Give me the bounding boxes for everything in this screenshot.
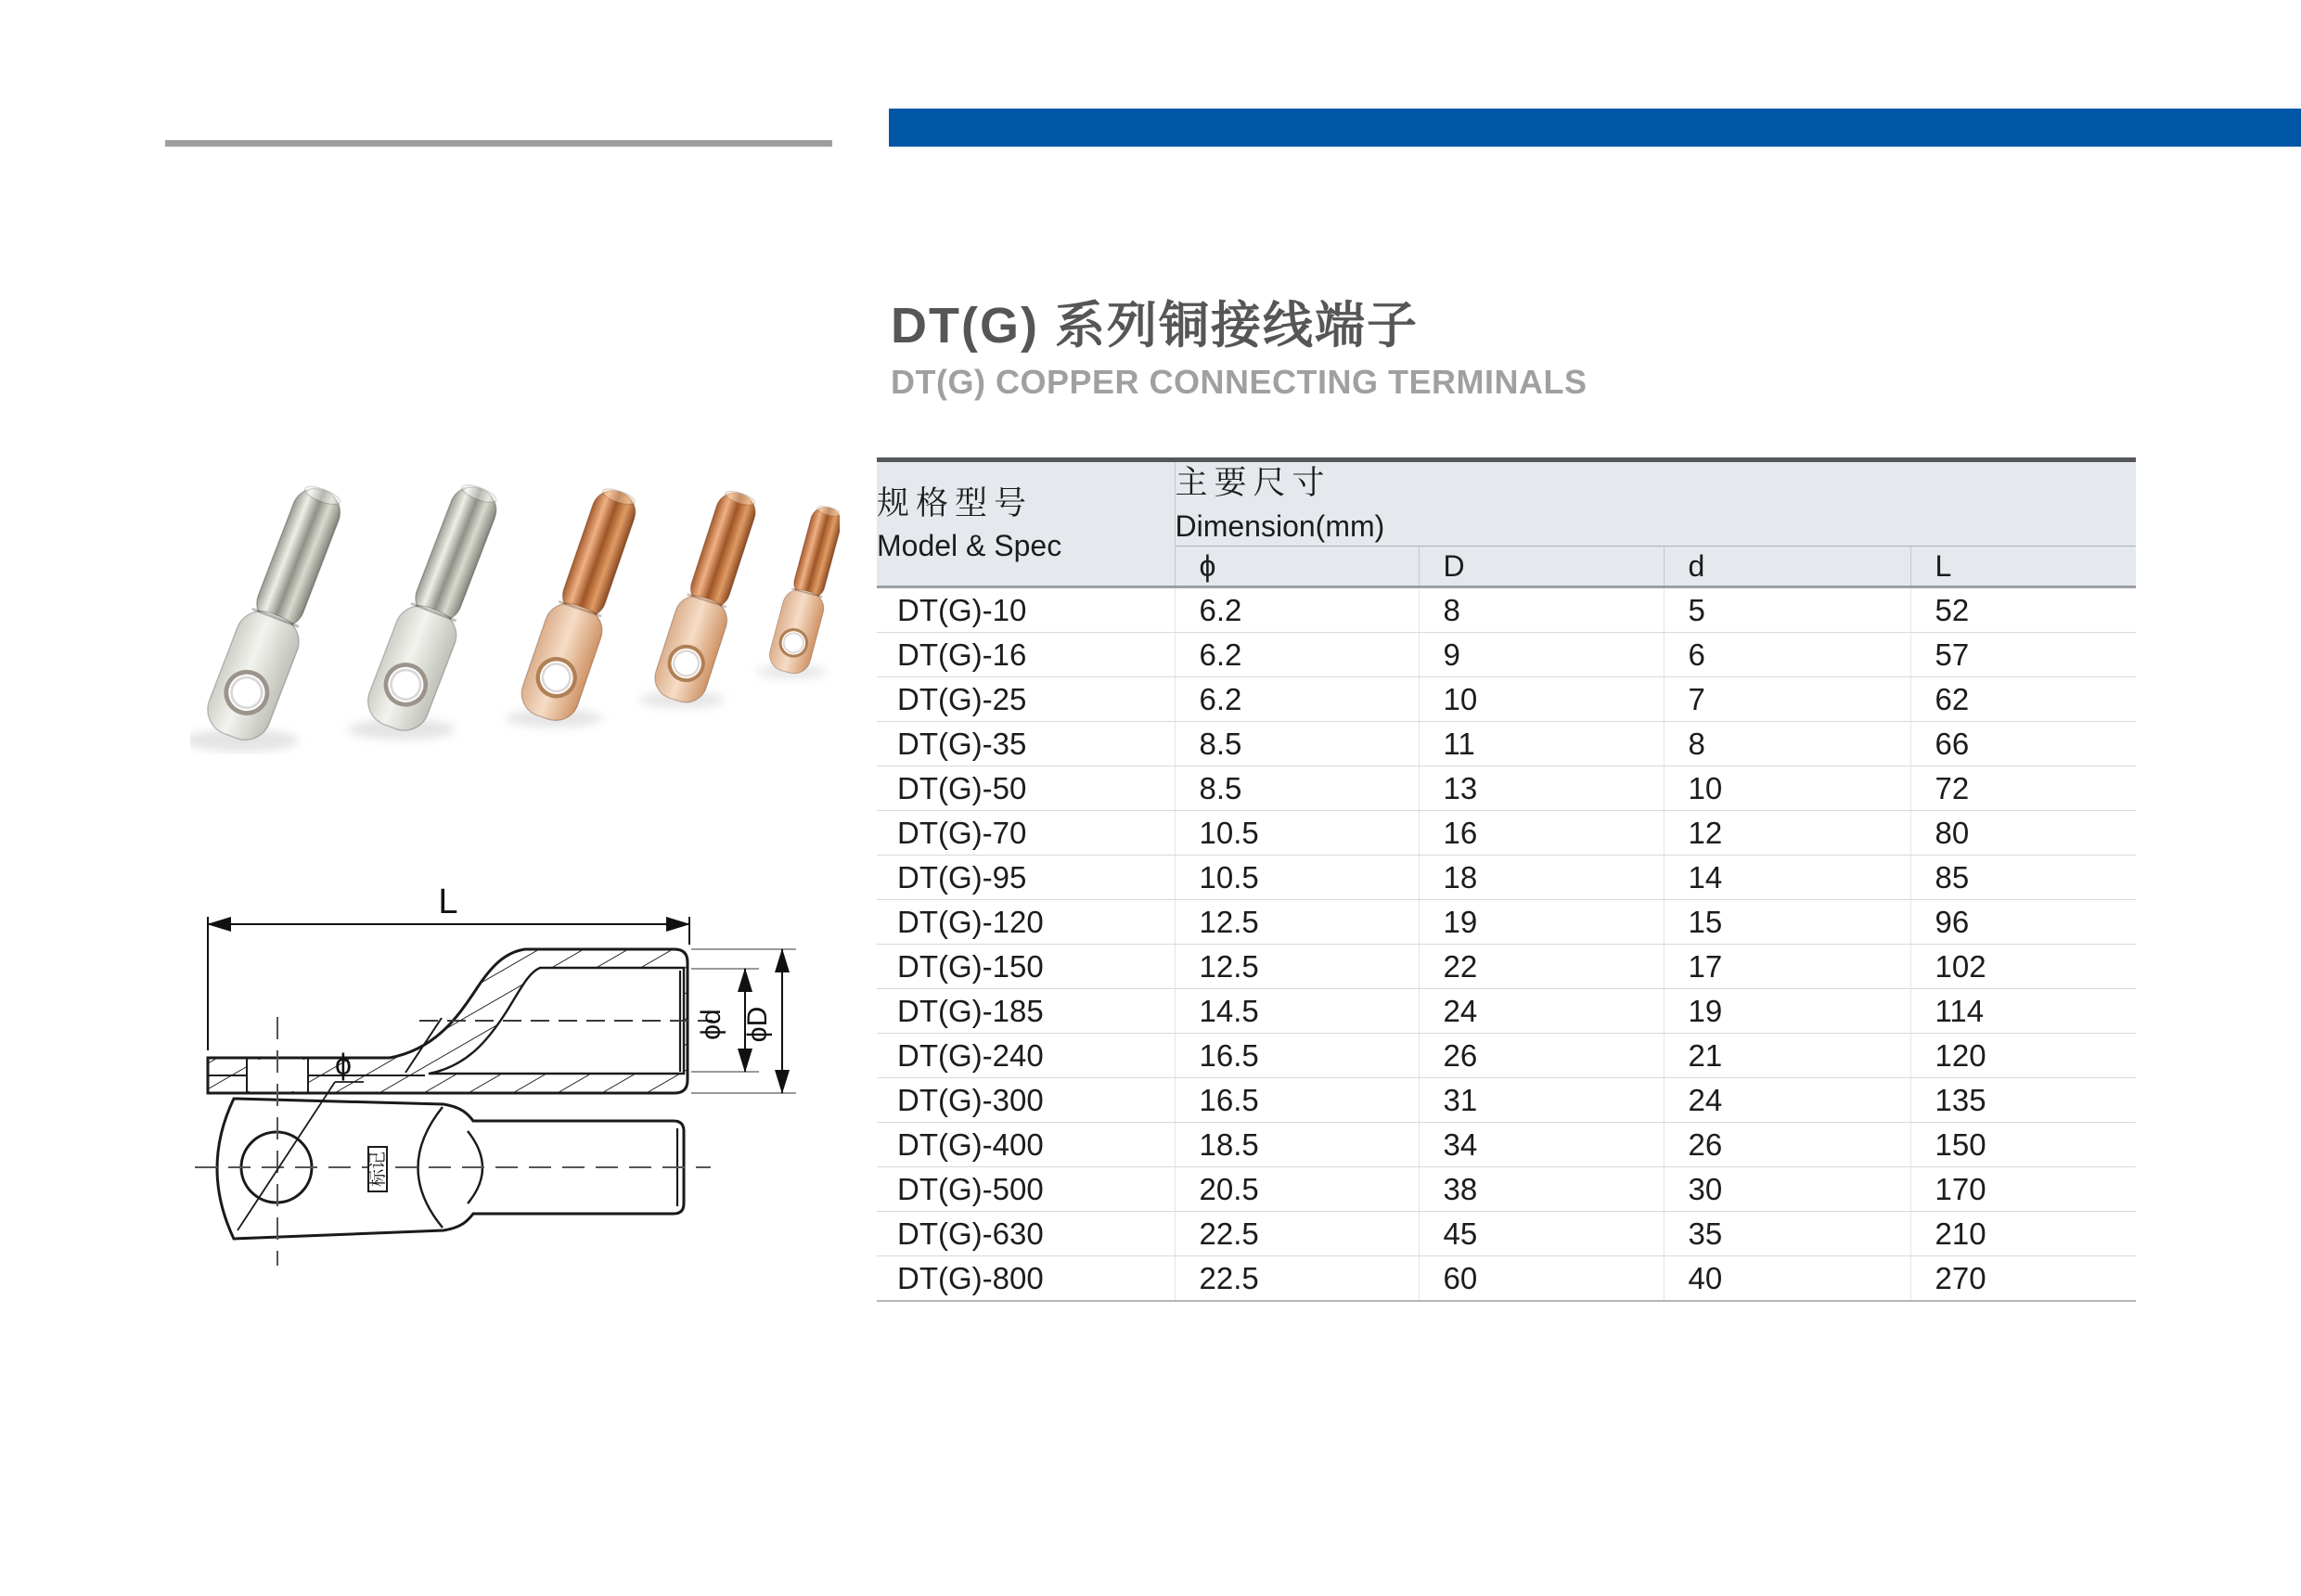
- cell-D: 18: [1419, 856, 1664, 900]
- cell-phi: 12.5: [1175, 945, 1419, 989]
- table-row: [877, 766, 2136, 811]
- table-row: [877, 1034, 2136, 1078]
- technical-drawing: [139, 863, 863, 1308]
- cell-model: DT(G)-16: [877, 633, 1175, 677]
- cell-D: 19: [1419, 900, 1664, 945]
- header-model-en: Model & Spec: [877, 529, 1062, 563]
- cell-D: 38: [1419, 1167, 1664, 1212]
- cell-phi: 22.5: [1175, 1256, 1419, 1302]
- terminal-photo-3: [515, 482, 648, 727]
- subheader-phi: ϕ: [1175, 547, 1419, 587]
- cell-L: 135: [1910, 1078, 2136, 1123]
- subheader-D: D: [1419, 547, 1664, 587]
- cell-d: 5: [1664, 587, 1910, 633]
- table-row: [877, 722, 2136, 766]
- cell-L: 114: [1910, 989, 2136, 1034]
- subheader-d: d: [1664, 547, 1910, 587]
- cell-d: 17: [1664, 945, 1910, 989]
- cell-d: 26: [1664, 1123, 1910, 1167]
- cell-phi: 10.5: [1175, 856, 1419, 900]
- cell-model: DT(G)-300: [877, 1078, 1175, 1123]
- table-row: [877, 633, 2136, 677]
- cell-d: 12: [1664, 811, 1910, 856]
- cell-L: 210: [1910, 1212, 2136, 1256]
- cell-D: 24: [1419, 989, 1664, 1034]
- side-section-view: [208, 949, 713, 1093]
- table-row: [877, 587, 2136, 633]
- table-row: [877, 1167, 2136, 1212]
- cell-D: 45: [1419, 1212, 1664, 1256]
- cell-D: 34: [1419, 1123, 1664, 1167]
- header-model-cn: 规格型号: [877, 484, 1034, 521]
- cell-model: DT(G)-120: [877, 900, 1175, 945]
- page-subtitle: DT(G) COPPER CONNECTING TERMINALS: [891, 363, 1588, 402]
- header-dimension: [1175, 460, 2136, 547]
- cell-L: 270: [1910, 1256, 2136, 1302]
- cell-phi: 6.2: [1175, 587, 1419, 633]
- subheader-L: L: [1910, 547, 2136, 587]
- table-row: [877, 1212, 2136, 1256]
- hole-diameter-label: ϕ: [335, 1048, 352, 1081]
- table-row: [877, 900, 2136, 945]
- cell-model: DT(G)-800: [877, 1256, 1175, 1302]
- terminal-photo-2: [361, 477, 510, 738]
- product-photo: [190, 434, 840, 754]
- cell-L: 96: [1910, 900, 2136, 945]
- table-row: [877, 1123, 2136, 1167]
- cell-d: 30: [1664, 1167, 1910, 1212]
- cell-d: 15: [1664, 900, 1910, 945]
- cell-model: DT(G)-25: [877, 677, 1175, 722]
- cell-L: 80: [1910, 811, 2136, 856]
- table-row: [877, 1078, 2136, 1123]
- table-row: [877, 677, 2136, 722]
- table-header-row: [877, 460, 2136, 547]
- cell-d: 8: [1664, 722, 1910, 766]
- header-model-spec: [877, 460, 1175, 587]
- cell-D: 60: [1419, 1256, 1664, 1302]
- cell-L: 72: [1910, 766, 2136, 811]
- cell-D: 8: [1419, 587, 1664, 633]
- cell-model: DT(G)-500: [877, 1167, 1175, 1212]
- cell-L: 62: [1910, 677, 2136, 722]
- cell-d: 40: [1664, 1256, 1910, 1302]
- table-row: [877, 1256, 2136, 1302]
- cell-model: DT(G)-50: [877, 766, 1175, 811]
- cell-d: 21: [1664, 1034, 1910, 1078]
- cell-phi: 8.5: [1175, 766, 1419, 811]
- top-gray-rule: [165, 140, 832, 147]
- spec-table-body: [877, 587, 2136, 1302]
- spec-table: [877, 457, 2136, 1302]
- cell-L: 66: [1910, 722, 2136, 766]
- top-blue-banner: [889, 109, 2301, 147]
- header-dimension-en: Dimension(mm): [1175, 508, 1385, 543]
- cell-phi: 14.5: [1175, 989, 1419, 1034]
- length-label: L: [438, 882, 458, 921]
- cell-phi: 20.5: [1175, 1167, 1419, 1212]
- page-title: DT(G) 系列铜接线端子: [891, 298, 1419, 354]
- cell-phi: 6.2: [1175, 633, 1419, 677]
- terminal-photo-4: [649, 485, 766, 708]
- cell-L: 102: [1910, 945, 2136, 989]
- table-row: [877, 945, 2136, 989]
- cell-D: 10: [1419, 677, 1664, 722]
- cell-D: 16: [1419, 811, 1664, 856]
- cell-phi: 22.5: [1175, 1212, 1419, 1256]
- cell-model: DT(G)-185: [877, 989, 1175, 1034]
- cell-phi: 8.5: [1175, 722, 1419, 766]
- cell-d: 19: [1664, 989, 1910, 1034]
- cell-L: 85: [1910, 856, 2136, 900]
- cell-D: 11: [1419, 722, 1664, 766]
- cell-L: 57: [1910, 633, 2136, 677]
- cell-L: 170: [1910, 1167, 2136, 1212]
- cell-d: 24: [1664, 1078, 1910, 1123]
- cell-D: 31: [1419, 1078, 1664, 1123]
- table-row: [877, 856, 2136, 900]
- cell-D: 9: [1419, 633, 1664, 677]
- cell-model: DT(G)-35: [877, 722, 1175, 766]
- cell-L: 52: [1910, 587, 2136, 633]
- terminal-photo-5: [765, 502, 840, 677]
- cell-phi: 6.2: [1175, 677, 1419, 722]
- cell-model: DT(G)-630: [877, 1212, 1175, 1256]
- cell-model: DT(G)-10: [877, 587, 1175, 633]
- cell-model: DT(G)-95: [877, 856, 1175, 900]
- inner-diameter-label: ϕd: [696, 1009, 726, 1040]
- cell-D: 13: [1419, 766, 1664, 811]
- outer-diameter-label: ϕD: [742, 1006, 773, 1043]
- cell-phi: 12.5: [1175, 900, 1419, 945]
- cell-d: 7: [1664, 677, 1910, 722]
- cell-L: 150: [1910, 1123, 2136, 1167]
- cell-d: 10: [1664, 766, 1910, 811]
- cell-model: DT(G)-70: [877, 811, 1175, 856]
- cell-phi: 16.5: [1175, 1034, 1419, 1078]
- terminal-photo-1: [200, 478, 354, 747]
- cell-D: 26: [1419, 1034, 1664, 1078]
- cell-phi: 18.5: [1175, 1123, 1419, 1167]
- title-block: [891, 299, 1588, 402]
- marking-label: 标记: [368, 1151, 388, 1188]
- cell-L: 120: [1910, 1034, 2136, 1078]
- header-dimension-cn: 主要尺寸: [1175, 465, 1331, 502]
- cell-model: DT(G)-400: [877, 1123, 1175, 1167]
- table-row: [877, 989, 2136, 1034]
- cell-phi: 10.5: [1175, 811, 1419, 856]
- cell-d: 6: [1664, 633, 1910, 677]
- table-row: [877, 811, 2136, 856]
- cell-phi: 16.5: [1175, 1078, 1419, 1123]
- cell-d: 35: [1664, 1212, 1910, 1256]
- cell-d: 14: [1664, 856, 1910, 900]
- cell-D: 22: [1419, 945, 1664, 989]
- cell-model: DT(G)-240: [877, 1034, 1175, 1078]
- cell-model: DT(G)-150: [877, 945, 1175, 989]
